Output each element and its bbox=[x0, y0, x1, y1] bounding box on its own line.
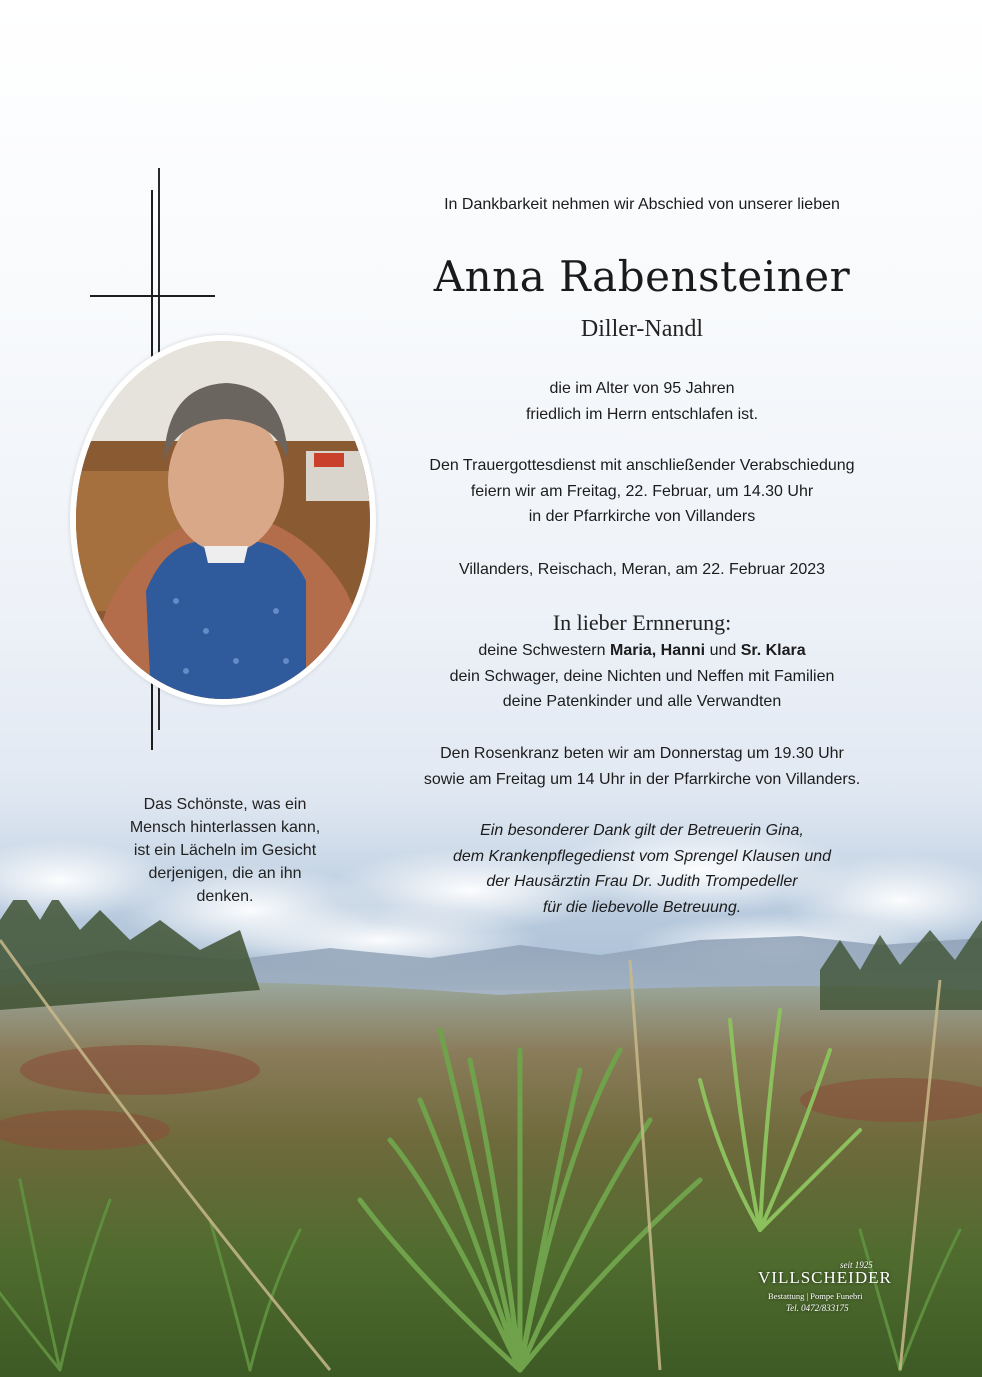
and-word: und bbox=[705, 642, 741, 659]
thanks-paragraph bbox=[400, 818, 884, 920]
logo-since: seit 1925 bbox=[840, 1260, 873, 1270]
mourners-line: deine Patenkinder und alle Verwandten bbox=[502, 693, 782, 710]
siblings-prefix: deine Schwestern bbox=[478, 642, 610, 659]
service-line: feiern wir am Freitag, 22. Februar, um 14.30 Uhr bbox=[470, 482, 814, 500]
quote-line: Das Schönste, was ein bbox=[143, 796, 307, 813]
quote-line: derjenigen, die an ihn bbox=[148, 865, 302, 882]
quote-line: ist ein Lächeln im Gesicht bbox=[133, 842, 317, 859]
thanks-line: der Hausärztin Frau Dr. Judith Trompedeller bbox=[486, 873, 798, 890]
mourners-paragraph bbox=[400, 638, 884, 715]
logo-name: VILLSCHEIDER bbox=[758, 1268, 892, 1287]
age-line: friedlich im Herrn entschlafen ist. bbox=[525, 405, 759, 423]
thanks-line: dem Krankenpflegedienst vom Sprengel Klausen und bbox=[452, 847, 832, 865]
thanks-line: Ein besonderer Dank gilt der Betreuerin Gina, bbox=[480, 822, 804, 839]
intro-text: In Dankbarkeit nehmen wir Abschied von unserer lieben bbox=[444, 196, 840, 213]
deceased-nickname: Diller-Nandl bbox=[580, 316, 704, 342]
rosary-line: sowie am Freitag um 14 Uhr in der Pfarrkirche von Villanders. bbox=[423, 770, 861, 788]
logo-phone: Tel. 0472/833175 bbox=[786, 1303, 849, 1313]
place-date: Villanders, Reischach, Meran, am 22. Februar 2023 bbox=[458, 561, 826, 578]
quote-line: Mensch hinterlassen kann, bbox=[129, 819, 321, 836]
sister-names: Maria, Hanni bbox=[609, 642, 706, 659]
mourners-line-siblings bbox=[400, 638, 884, 664]
logo-subtitle: Bestattung | Pompe Funebri bbox=[768, 1291, 863, 1301]
age-line: die im Alter von 95 Jahren bbox=[549, 380, 735, 397]
cross-icon-horizontal bbox=[90, 295, 215, 297]
memory-title: In lieber Ernnerung: bbox=[552, 610, 732, 635]
deceased-name: Anna Rabensteiner bbox=[433, 252, 851, 301]
portrait-photo bbox=[76, 341, 370, 699]
quote bbox=[95, 793, 355, 908]
thanks-line: für die liebevolle Betreuung. bbox=[542, 898, 742, 916]
service-line: Den Trauergottesdienst mit anschließender Verabschiedung bbox=[429, 457, 855, 474]
quote-line: denken. bbox=[196, 888, 254, 905]
age-paragraph bbox=[400, 376, 884, 427]
service-line: in der Pfarrkirche von Villanders bbox=[528, 508, 756, 525]
sister-name-klara: Sr. Klara bbox=[740, 642, 806, 659]
service-paragraph bbox=[400, 453, 884, 530]
rosary-paragraph bbox=[400, 741, 884, 792]
mourners-line: dein Schwager, deine Nichten und Neffen mit Familien bbox=[449, 667, 835, 685]
rosary-line: Den Rosenkranz beten wir am Donnerstag um 19.30 Uhr bbox=[440, 745, 844, 762]
